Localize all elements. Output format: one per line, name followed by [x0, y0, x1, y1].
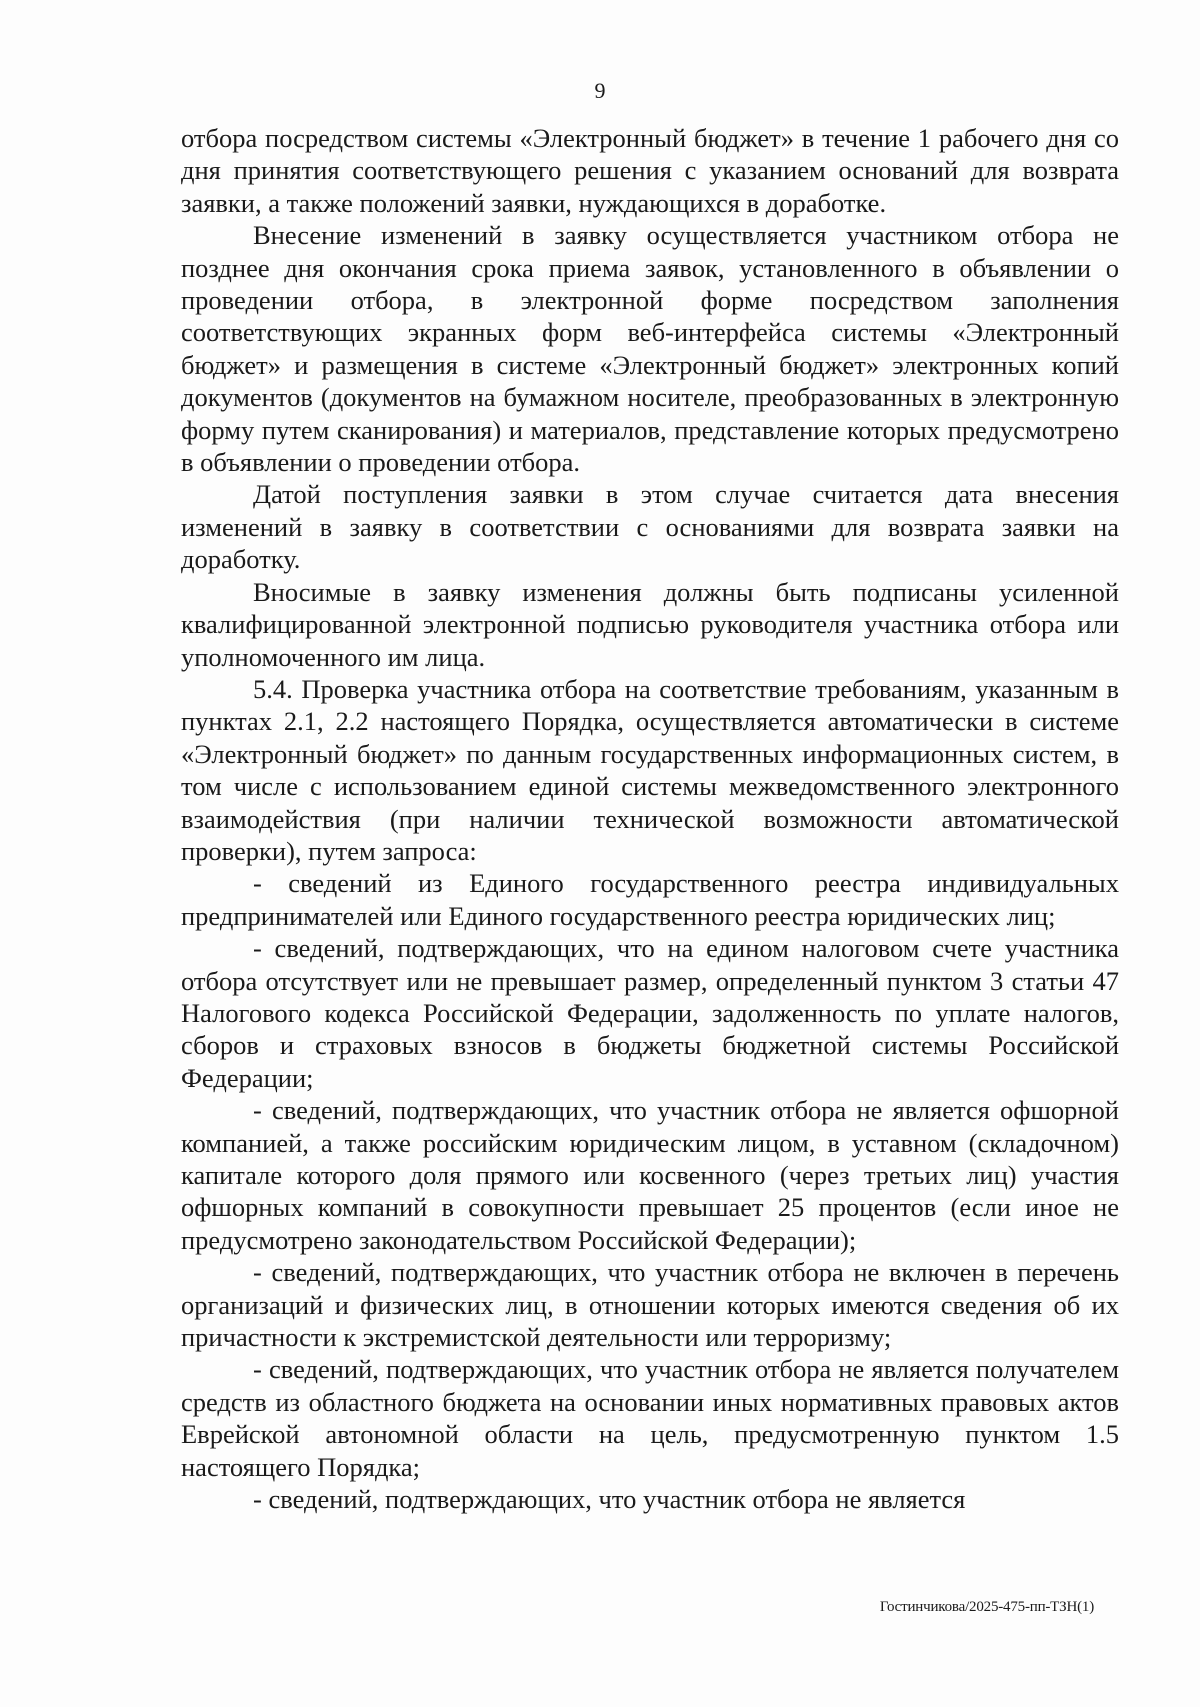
list-item: - сведений, подтверждающих, что участник отбора не является получателем средств из областного бюджета на основании иных нормативных правовых актов Еврейской автономной области на цель, предусмотренную пунктом 1.5 настоящего Порядка; [181, 1354, 1119, 1482]
paragraph: Датой поступления заявки в этом случае считается дата внесения изменений в заявку в соответствии с основаниями для возврата заявки на доработку. [181, 479, 1119, 575]
list-item: - сведений, подтверждающих, что участник отбора не является [253, 1484, 966, 1515]
page-number: 9 [594, 78, 606, 103]
paragraph: отбора посредством системы «Электронный бюджет» в течение 1 рабочего дня со дня принятия соответствующего решения с указанием оснований для возврата заявки, а также положений заявки, нуждающихся в доработке. [181, 123, 1119, 218]
list-item: - сведений, подтверждающих, что участник отбора не включен в перечень организаций и физических лиц, в отношении которых имеются сведения об их причастности к экстремистской деятельности или терроризму; [181, 1257, 1119, 1353]
paragraph-clause-5-4: 5.4. Проверка участника отбора на соответствие требованиям, указанным в пунктах 2.1, 2.2 настоящего Порядка, осуществляется автоматически в системе «Электронный бюджет» по данным государственных информационных систем, в том числе с использованием единой системы межведомственного электронного взаимодействия (при наличии технической возможности автоматической проверки), путем запроса: [181, 673, 1119, 866]
document-footer-code: Гостинчикова/2025-475-пп-ТЗН(1) [879, 1599, 1094, 1615]
document-body [181, 122, 1119, 1515]
list-item: - сведений, подтверждающих, что на едином налоговом счете участника отбора отсутствует или не превышает размер, определенный пунктом 3 статьи 47 Налогового кодекса Российской Федерации, задолженность по уплате налогов, сборов и страховых взносов в бюджеты бюджетной системы Российской Федерации; [181, 933, 1119, 1093]
list-item: - сведений, подтверждающих, что участник отбора не является офшорной компанией, а также российским юридическим лицом, в уставном (складочном) капитале которого доля прямого или косвенного (через третьих лиц) участия офшорных компаний в совокупности превышает 25 процентов (если иное не предусмотрено законодательством Российской Федерации); [181, 1095, 1119, 1255]
paragraph: Внесение изменений в заявку осуществляется участником отбора не позднее дня окончания срока приема заявок, установленного в объявлении о проведении отбора, в электронной форме посредством заполнения соответствующих экранных форм веб-интерфейса системы «Электронный бюджет» и размещения в системе «Электронный бюджет» электронных копий документов (документов на бумажном носителе, преобразованных в электронную форму путем сканирования) и материалов, представление которых предусмотрено в объявлении о проведении отбора. [181, 220, 1119, 478]
paragraph: Вносимые в заявку изменения должны быть подписаны усиленной квалифицированной электронной подписью руководителя участника отбора или уполномоченного им лица. [181, 576, 1119, 672]
list-item: - сведений из Единого государственного реестра индивидуальных предпринимателей или Единого государственного реестра юридических лиц; [181, 868, 1119, 931]
